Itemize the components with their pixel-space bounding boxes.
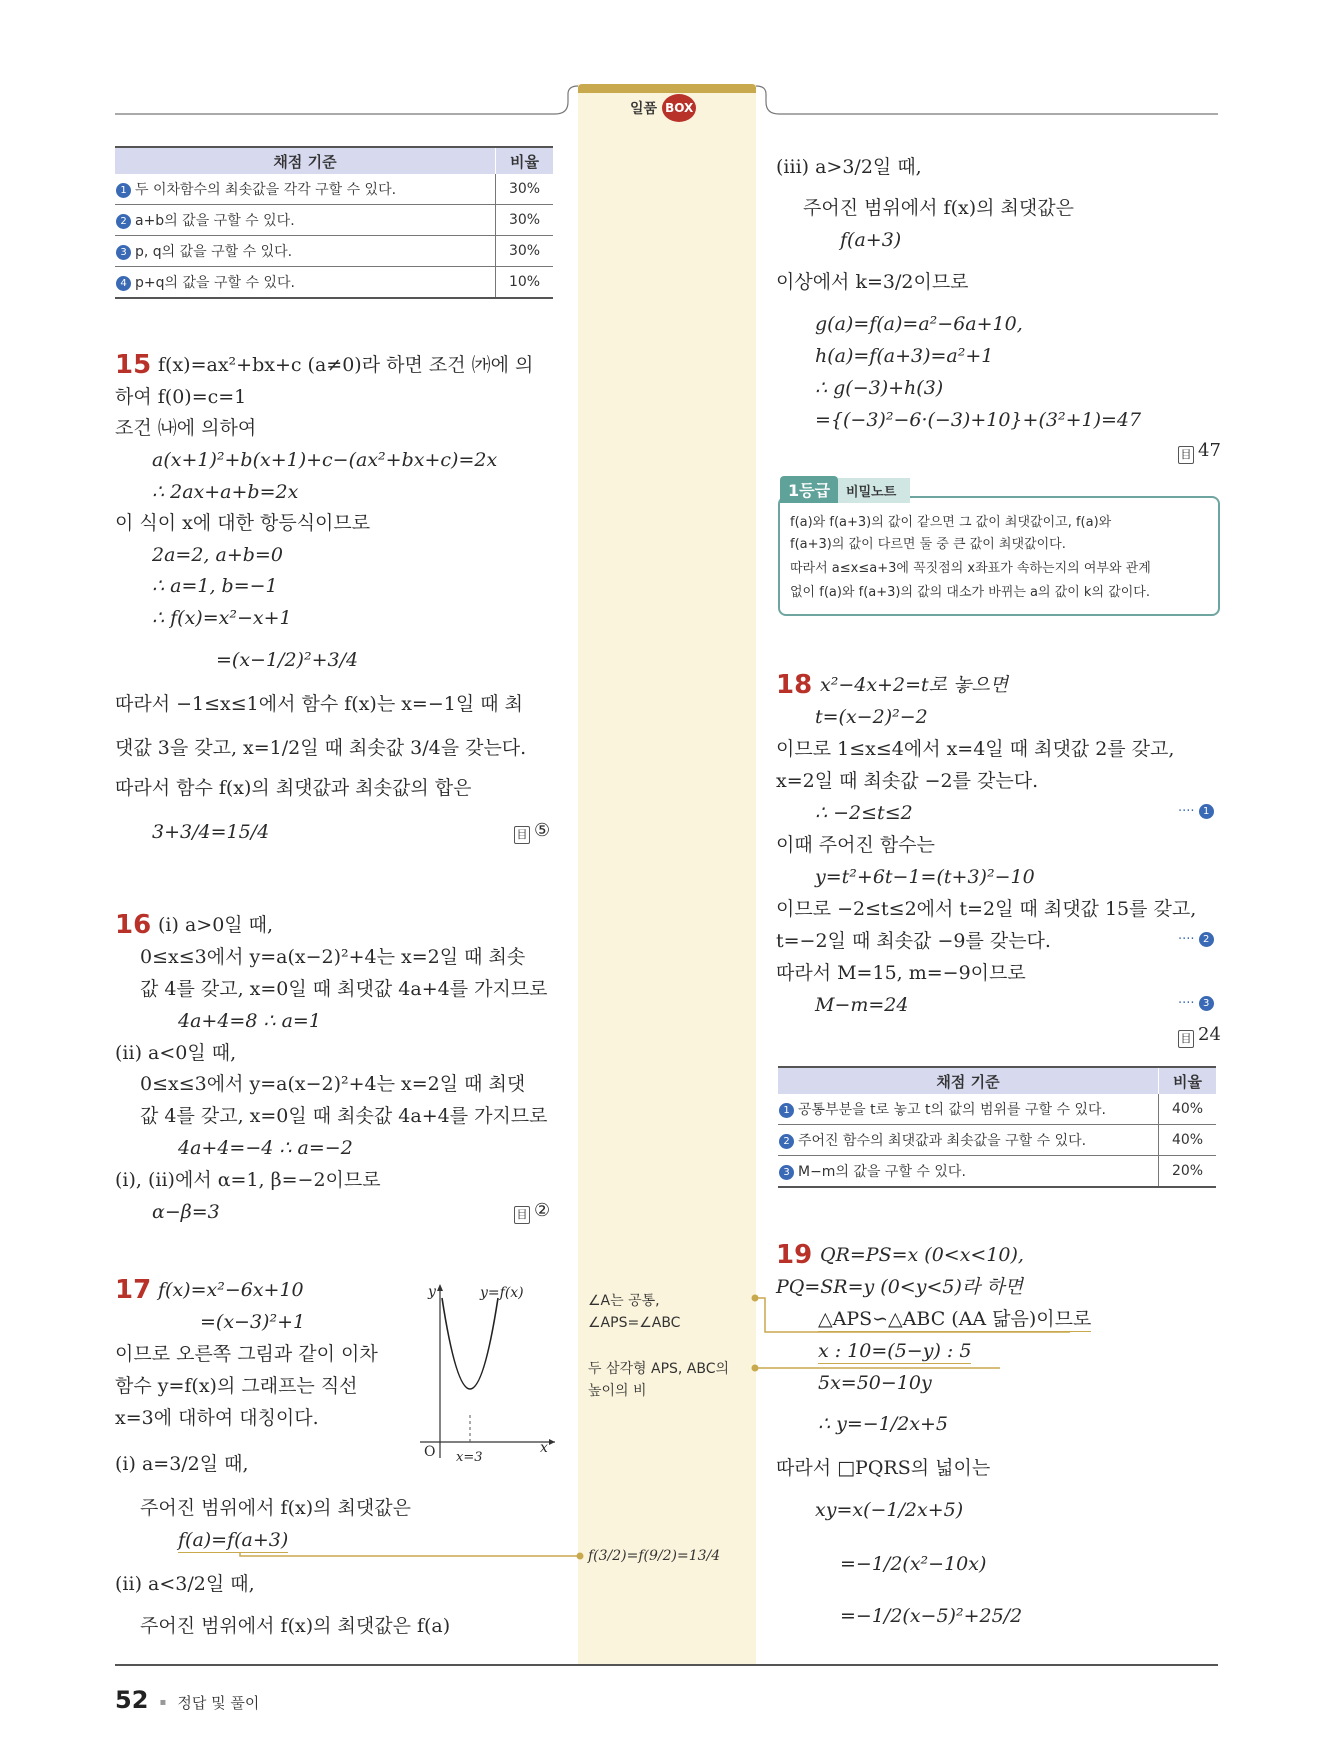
p19-line: ∴ y=−1/2x+5 — [818, 1413, 949, 1435]
p18-line: ∴ −2≤t≤2 — [815, 802, 913, 824]
problem-15-number: 15 — [115, 350, 152, 380]
p18-line: y=t²+6t−1=(t+3)²−10 — [815, 866, 1035, 888]
table-header-criteria: 채점 기준 — [778, 1067, 1159, 1094]
table-cell: M−m의 값을 구할 수 있다. — [798, 1164, 966, 1180]
table-cell-pct: 30% — [496, 205, 554, 236]
p19-line: x : 10=(5−y) : 5 — [818, 1340, 972, 1362]
footer-section: 정답 및 풀이 — [177, 1694, 260, 1712]
p15-line: 따라서 함수 f(x)의 최댓값과 최솟값의 합은 — [115, 777, 472, 799]
p19-line: PQ=SR=y (0<y<5)라 하면 — [776, 1276, 1023, 1298]
p16-line: 0≤x≤3에서 y=a(x−2)²+4는 x=2일 때 최댓 — [140, 1073, 526, 1095]
p17c-line: ∴ g(−3)+h(3) — [815, 377, 944, 399]
p17c-line: g(a)=f(a)=a²−6a+10, — [815, 313, 1023, 335]
p17-line: 주어진 범위에서 f(x)의 최댓값은 — [140, 1497, 411, 1519]
p18-line: 이므로 1≤x≤4에서 x=4일 때 최댓값 2를 갖고, — [776, 738, 1175, 760]
problem-18-number: 18 — [776, 670, 813, 700]
footer-bullet: ▪ — [159, 1697, 167, 1708]
table-cell: 두 이차함수의 최솟값을 각각 구할 수 있다. — [135, 182, 397, 198]
problem-16-number: 16 — [115, 910, 152, 940]
p18-line: x²−4x+2=t로 놓으면 — [820, 674, 1009, 696]
graph-origin: O — [424, 1444, 436, 1460]
table-cell-pct: 40% — [1159, 1094, 1217, 1125]
problem-19-number: 19 — [776, 1240, 813, 1270]
p17-answer: 目 47 — [1178, 440, 1221, 464]
problem-17-number: 17 — [115, 1275, 152, 1305]
sidebar-note-height: 두 삼각형 APS, ABC의 높이의 비 — [588, 1361, 730, 1399]
footer-rule — [115, 1664, 1218, 1666]
note-badge-level: 1등급 — [780, 476, 838, 503]
sidebar-note-fvalue: f(3/2)=f(9/2)=13/4 — [588, 1548, 721, 1564]
table-cell: 주어진 함수의 최댓값과 최솟값을 구할 수 있다. — [798, 1133, 1087, 1149]
table-row: 4 p+q의 값을 구할 수 있다. 10% — [115, 267, 553, 299]
p15-line: 댓값 3을 갖고, x=1/2일 때 최솟값 3/4을 갖는다. — [115, 737, 527, 759]
p19-line: QR=PS=x (0<x<10), — [820, 1244, 1024, 1266]
table-cell-pct: 30% — [496, 174, 554, 205]
p17c-line: 이상에서 k=3/2이므로 — [776, 271, 969, 293]
table-cell-pct: 20% — [1159, 1156, 1217, 1188]
p17c-line: h(a)=f(a+3)=a²+1 — [815, 345, 994, 367]
table-header-ratio: 비율 — [1159, 1067, 1217, 1094]
note-badge-title: 비밀노트 — [838, 478, 910, 503]
p16-line: 4a+4=−4 ∴ a=−2 — [178, 1137, 353, 1159]
answer-icon: 目 — [1178, 446, 1194, 464]
table-cell: p+q의 값을 구할 수 있다. — [135, 275, 295, 291]
page-number: 52 — [115, 1686, 149, 1714]
note-line: 따라서 a≤x≤a+3에 꼭짓점의 x좌표가 속하는지의 여부와 관계 — [790, 561, 1151, 576]
p15-line: 이 식이 x에 대한 항등식이므로 — [115, 512, 371, 534]
p19-line: xy=x(−1/2x+5) — [815, 1499, 964, 1521]
p16-line: (i) a>0일 때, — [158, 914, 274, 936]
table-header-criteria: 채점 기준 — [115, 147, 496, 174]
p16-line: 값 4를 갖고, x=0일 때 최댓값 4a+4를 가지므로 — [140, 978, 548, 1000]
p17-line: 이므로 오른쪽 그림과 같이 이차 — [115, 1343, 378, 1365]
footer — [115, 1686, 259, 1714]
p15-line: a(x+1)²+b(x+1)+c−(ax²+bx+c)=2x — [152, 449, 498, 471]
p15-line: 하여 f(0)=c=1 — [115, 386, 247, 408]
p19-line: =−1/2(x−5)²+25/2 — [840, 1605, 1023, 1627]
p16-answer: 目 ② — [514, 1200, 550, 1224]
table-row: 3 p, q의 값을 구할 수 있다. 30% — [115, 236, 553, 267]
p18-line: t=(x−2)²−2 — [815, 706, 928, 728]
p15-line: ∴ f(x)=x²−x+1 — [152, 607, 292, 629]
p15-line: f(x)=ax²+bx+c (a≠0)라 하면 조건 ㈎에 의 — [158, 354, 534, 376]
table-row: 1 공통부분을 t로 놓고 t의 값의 범위를 구할 수 있다. 40% — [778, 1094, 1216, 1125]
p16-line: 값 4를 갖고, x=0일 때 최솟값 4a+4를 가지므로 — [140, 1105, 548, 1127]
p17c-line: 주어진 범위에서 f(x)의 최댓값은 — [803, 197, 1074, 219]
note-line: f(a+3)의 값이 다르면 둘 중 큰 값이 최댓값이다. — [790, 537, 1066, 552]
p15-line: 2a=2, a+b=0 — [152, 544, 283, 566]
table-cell: p, q의 값을 구할 수 있다. — [135, 244, 293, 260]
p17-line: =(x−3)²+1 — [200, 1311, 306, 1333]
p18-line: t=−2일 때 최솟값 −9를 갖는다. — [776, 930, 1051, 952]
p17-line: 함수 y=f(x)의 그래프는 직선 — [115, 1375, 358, 1397]
note-line: 없이 f(a)와 f(a+3)의 값의 대소가 바뀌는 a의 값이 k의 값이다. — [790, 585, 1150, 600]
box-label: 일품 — [630, 101, 658, 117]
table-row: 3 M−m의 값을 구할 수 있다. 20% — [778, 1156, 1216, 1188]
graph-y-label: y — [428, 1284, 436, 1300]
p16-line: α−β=3 — [152, 1201, 220, 1223]
p17c-line: (iii) a>3/2일 때, — [776, 156, 922, 178]
step-mark: ···· 3 — [1178, 996, 1218, 1011]
note-line: f(a)와 f(a+3)의 값이 같으면 그 값이 최댓값이고, f(a)와 — [790, 515, 1112, 530]
p17-line: 주어진 범위에서 f(x)의 최댓값은 f(a) — [140, 1615, 451, 1637]
p15-answer: 目 ⑤ — [514, 820, 550, 844]
answer-icon: 目 — [1178, 1030, 1194, 1048]
p16-line: 4a+4=8 ∴ a=1 — [178, 1010, 321, 1032]
table-cell-pct: 30% — [496, 236, 554, 267]
table-row: 1 두 이차함수의 최솟값을 각각 구할 수 있다. 30% — [115, 174, 553, 205]
table-cell-pct: 40% — [1159, 1125, 1217, 1156]
p18-line: 이므로 −2≤t≤2에서 t=2일 때 최댓값 15를 갖고, — [776, 898, 1197, 920]
p18-line: M−m=24 — [815, 994, 909, 1016]
p17c-line: ={(−3)²−6·(−3)+10}+(3²+1)=47 — [815, 409, 1142, 431]
p19-line: △APS∽△ABC (AA 닮음)이므로 — [818, 1308, 1092, 1330]
p17-line: f(a)=f(a+3) — [178, 1529, 289, 1551]
p18-line: 따라서 M=15, m=−9이므로 — [776, 962, 1026, 984]
table-cell: a+b의 값을 구할 수 있다. — [135, 213, 295, 229]
sidebar-note-angle: ∠A는 공통, ∠APS=∠ABC — [588, 1293, 681, 1331]
box-badge: BOX — [662, 94, 696, 122]
p18-line: x=2일 때 최솟값 −2를 갖는다. — [776, 770, 1039, 792]
step-mark: ···· 2 — [1178, 932, 1218, 947]
p17-line: f(x)=x²−6x+10 — [158, 1279, 304, 1301]
p19-line: 따라서 □PQRS의 넓이는 — [776, 1457, 991, 1479]
table-row: 2 a+b의 값을 구할 수 있다. 30% — [115, 205, 553, 236]
p16-line: (i), (ii)에서 α=1, β=−2이므로 — [115, 1169, 381, 1191]
p17-line: (ii) a<3/2일 때, — [115, 1573, 255, 1595]
answer-icon: 目 — [514, 826, 530, 844]
graph-x-label: x — [540, 1440, 548, 1456]
p16-line: (ii) a<0일 때, — [115, 1042, 237, 1064]
table-header-ratio: 비율 — [496, 147, 554, 174]
step-mark: ···· 1 — [1178, 804, 1218, 819]
p15-line: ∴ 2ax+a+b=2x — [152, 481, 299, 503]
table-cell: 공통부분을 t로 놓고 t의 값의 범위를 구할 수 있다. — [798, 1102, 1106, 1118]
p19-line: =−1/2(x²−10x) — [840, 1553, 987, 1575]
p17-line: (i) a=3/2일 때, — [115, 1453, 249, 1475]
table-row: 2 주어진 함수의 최댓값과 최솟값을 구할 수 있다. 40% — [778, 1125, 1216, 1156]
p15-line: ∴ a=1, b=−1 — [152, 575, 278, 597]
p17-line: x=3에 대하여 대칭이다. — [115, 1407, 319, 1429]
p16-line: 0≤x≤3에서 y=a(x−2)²+4는 x=2일 때 최솟 — [140, 946, 526, 968]
p15-line: 조건 ㈏에 의하여 — [115, 417, 257, 439]
p15-line: =(x−1/2)²+3/4 — [216, 649, 359, 671]
p19-line: 5x=50−10y — [818, 1372, 932, 1394]
p15-line: 3+3/4=15/4 — [152, 821, 270, 843]
graph-tick: x=3 — [456, 1450, 483, 1465]
p15-line: 따라서 −1≤x≤1에서 함수 f(x)는 x=−1일 때 최 — [115, 693, 524, 715]
table-cell-pct: 10% — [496, 267, 554, 299]
p18-answer: 目 24 — [1178, 1024, 1221, 1048]
answer-icon: 目 — [514, 1206, 530, 1224]
p17c-line: f(a+3) — [840, 229, 902, 251]
p18-line: 이때 주어진 함수는 — [776, 834, 935, 856]
graph-curve-label: y=f(x) — [480, 1285, 524, 1301]
